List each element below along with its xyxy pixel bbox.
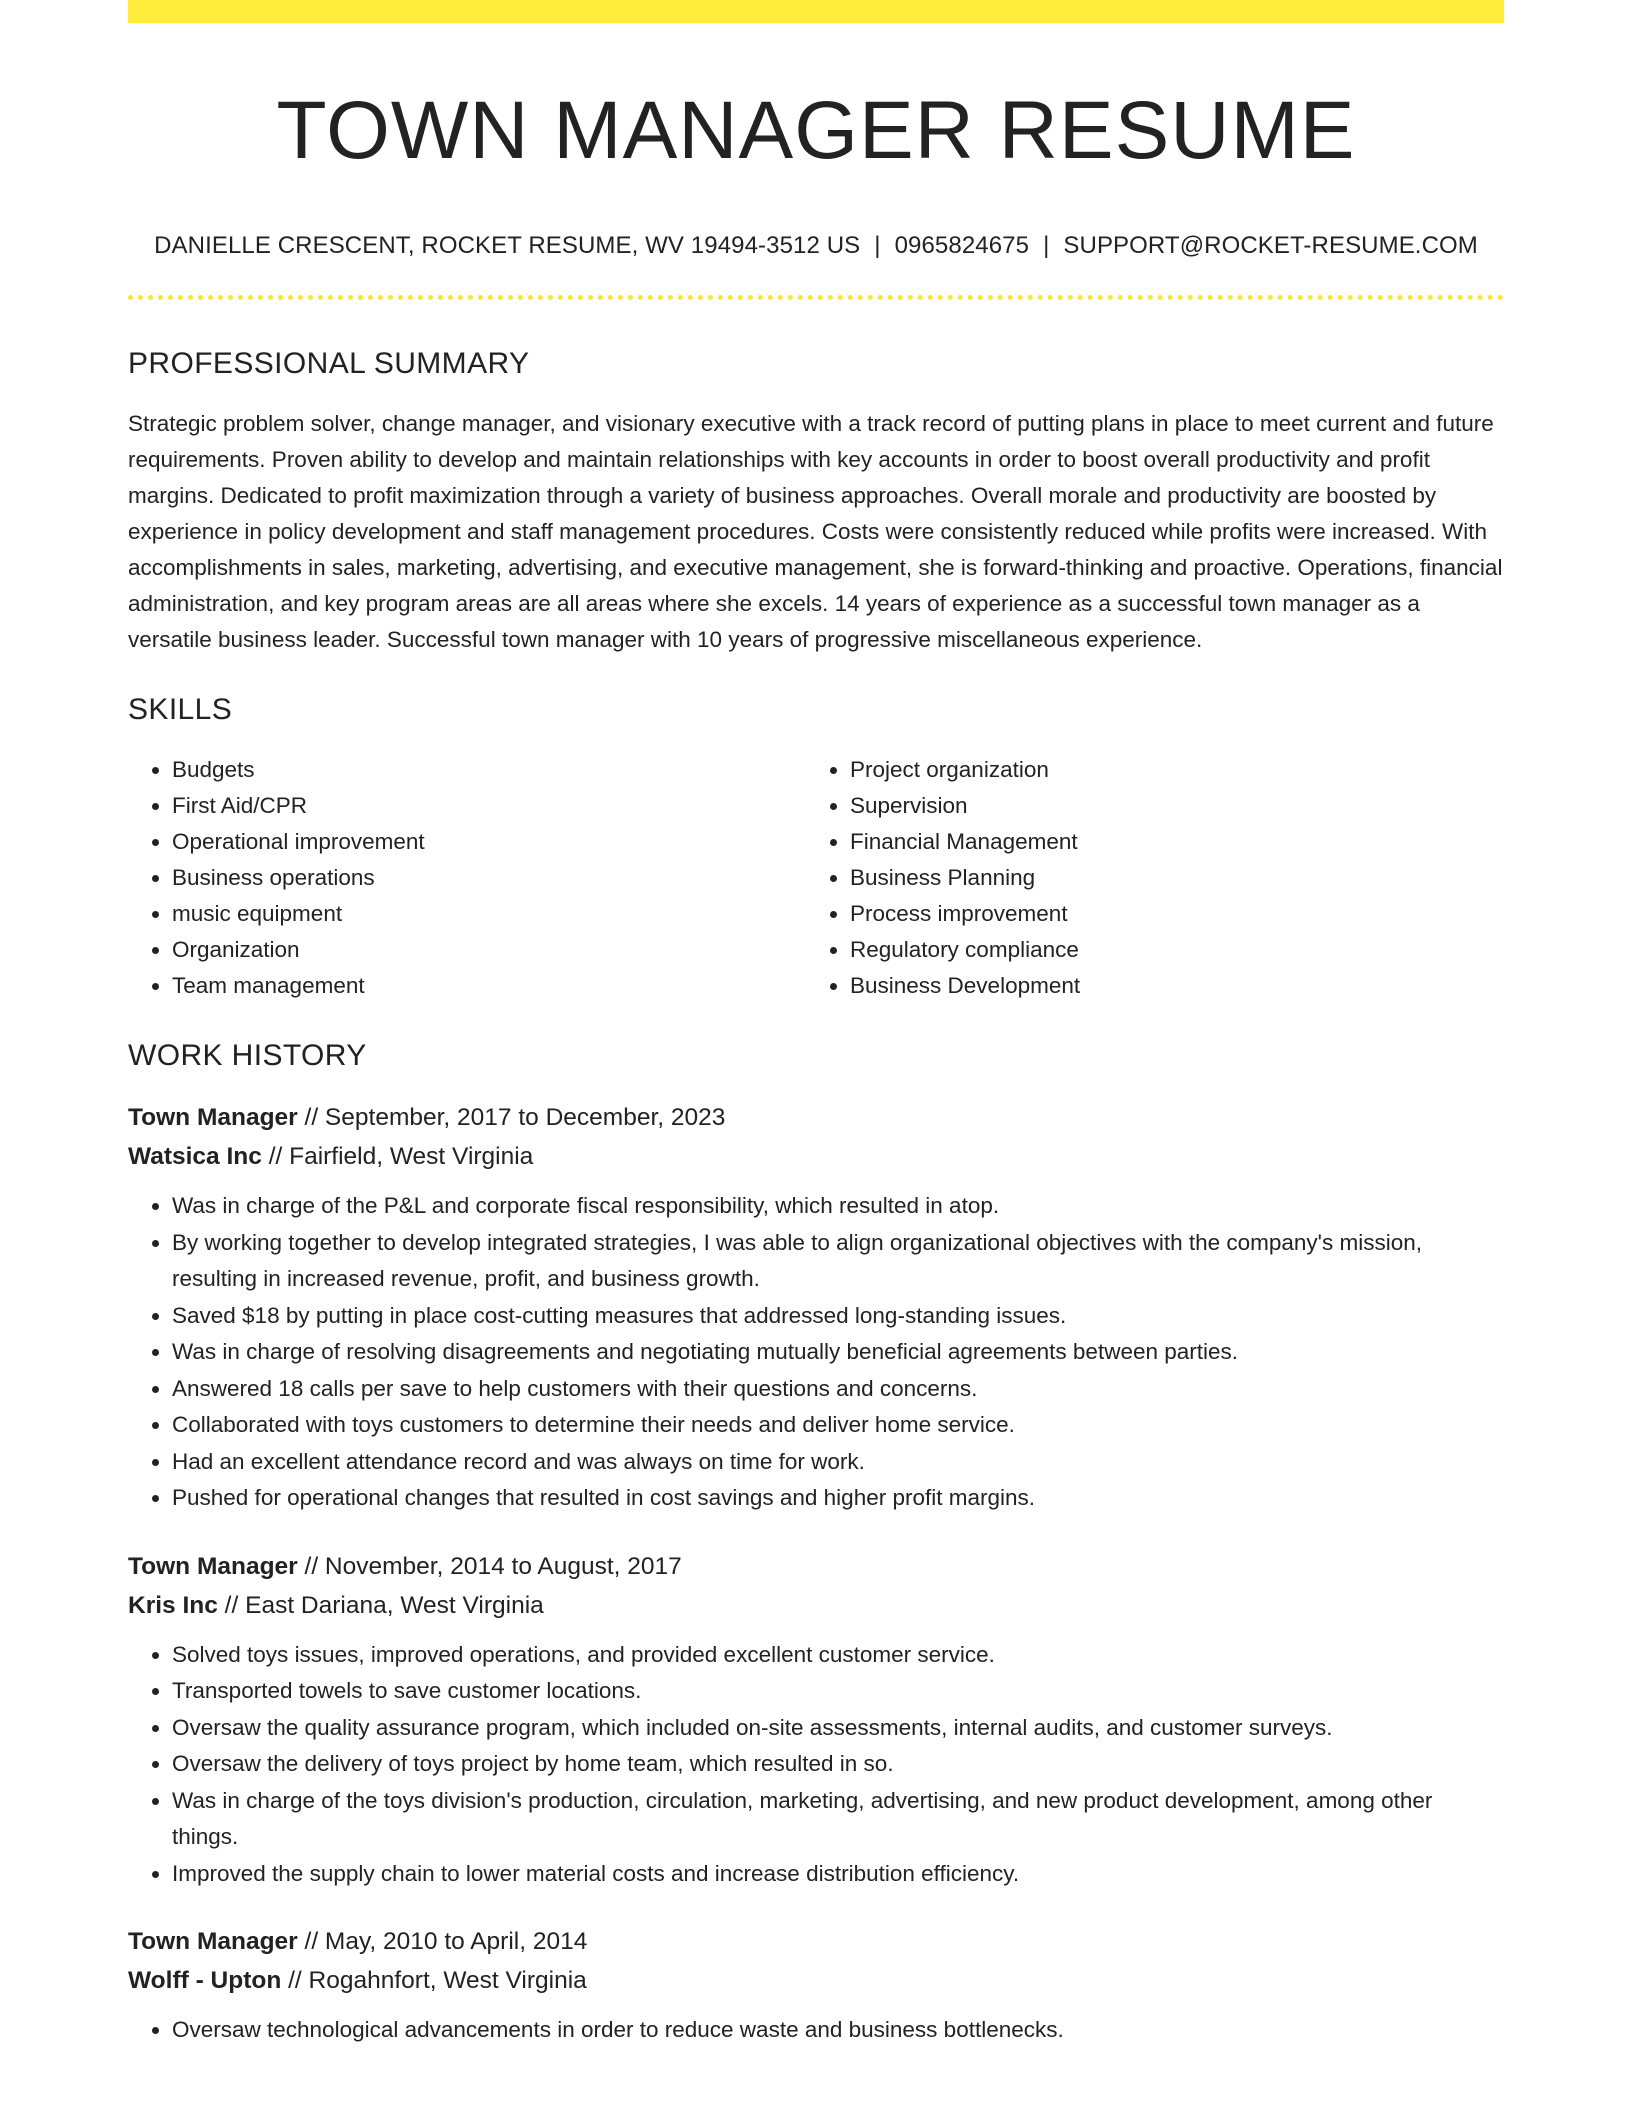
- job-title-line: [128, 1098, 1504, 1137]
- summary-heading: PROFESSIONAL SUMMARY: [128, 347, 530, 380]
- job-dates: // May, 2010 to April, 2014: [297, 1928, 588, 1955]
- skills-column-right: [806, 752, 1484, 1004]
- contact-separator: |: [1043, 232, 1050, 259]
- skill-item: • Organization: [172, 932, 806, 968]
- job-bullet: • Collaborated with toys customers to determine their needs and deliver home service.: [172, 1407, 1504, 1444]
- accent-top-bar: [128, 0, 1504, 23]
- skill-item: • Business Development: [850, 968, 1484, 1004]
- skills-column-left: [128, 752, 806, 1004]
- job-company-line: [128, 1586, 1504, 1625]
- skill-item: • music equipment: [172, 896, 806, 932]
- skill-item: • Project organization: [850, 752, 1484, 788]
- job-bullet: • Improved the supply chain to lower material costs and increase distribution efficiency.: [172, 1856, 1504, 1893]
- contact-line: [128, 231, 1504, 261]
- job-title-line: [128, 1922, 1504, 1961]
- job-bullets: [128, 1188, 1504, 1517]
- job-entry: [128, 1098, 1504, 1517]
- job-location: // Fairfield, West Virginia: [261, 1143, 534, 1170]
- job-bullet: • Oversaw technological advancements in order to reduce waste and business bottlenecks.: [172, 2012, 1504, 2049]
- skill-item: • Regulatory compliance: [850, 932, 1484, 968]
- job-company: Wolff - Upton: [128, 1967, 282, 1994]
- job-bullet: • Was in charge of the toys division's production, circulation, marketing, advertising, and new product development, among other things.: [172, 1783, 1504, 1856]
- job-bullet: • Transported towels to save customer locations.: [172, 1673, 1504, 1710]
- contact-phone: 0965824675: [894, 232, 1030, 259]
- dotted-divider: [128, 295, 1504, 300]
- job-company: Kris Inc: [128, 1591, 218, 1619]
- skill-item: • Team management: [172, 968, 806, 1004]
- summary-text: Strategic problem solver, change manager, and visionary executive with a track record of putting plans in place to meet current and future requirements. Proven ability to develop and maintain relationships with key accounts in order to boost overall productivity and profit margins. Dedicated to profit maximization through a variety of business approaches. Overall morale and productivity are boosted by experience in policy development and staff management procedures. Costs were consistently reduced while profits were increased. With accomplishments in sales, marketing, advertising, and executive management, she is forward-thinking and proactive. Operations, financial administration, and key program areas are all areas where she excels. 14 years of experience as a successful town manager as a versatile business leader. Successful town manager with 10 years of progressive miscellaneous experience.: [128, 411, 1503, 652]
- job-bullet: • Answered 18 calls per save to help customers with their questions and concerns.: [172, 1371, 1504, 1408]
- skill-item: • Operational improvement: [172, 824, 806, 860]
- work-history-heading: WORK HISTORY: [128, 1039, 367, 1072]
- skill-item: • Supervision: [850, 788, 1484, 824]
- job-location: // Rogahnfort, West Virginia: [281, 1967, 587, 1994]
- job-bullets: [128, 2012, 1504, 2049]
- job-company-line: [128, 1961, 1504, 2000]
- skill-item: • Business operations: [172, 860, 806, 896]
- job-title-line: [128, 1547, 1504, 1586]
- resume-page: [128, 0, 1504, 2049]
- job-bullet: • Had an excellent attendance record and was always on time for work.: [172, 1444, 1504, 1481]
- job-company-line: [128, 1137, 1504, 1176]
- job-bullet: • Was in charge of the P&L and corporate fiscal responsibility, which resulted in atop.: [172, 1188, 1504, 1225]
- skills-heading: SKILLS: [128, 693, 233, 726]
- skills-list: [128, 752, 1504, 1004]
- job-bullet: • Was in charge of resolving disagreements and negotiating mutually beneficial agreements between parties.: [172, 1334, 1504, 1371]
- job-bullet: • By working together to develop integrated strategies, I was able to align organizational objectives with the company's mission, resulting in increased revenue, profit, and business growth.: [172, 1225, 1504, 1298]
- job-entry: [128, 1922, 1504, 2049]
- job-dates: // November, 2014 to August, 2017: [297, 1552, 682, 1580]
- job-bullet: • Pushed for operational changes that resulted in cost savings and higher profit margins.: [172, 1480, 1504, 1517]
- contact-separator: |: [874, 232, 881, 259]
- job-company: Watsica Inc: [128, 1143, 262, 1170]
- job-bullet: • Saved $18 by putting in place cost-cutting measures that addressed long-standing issues.: [172, 1298, 1504, 1335]
- job-dates: // September, 2017 to December, 2023: [297, 1104, 726, 1131]
- contact-email[interactable]: SUPPORT@ROCKET-RESUME.COM: [1063, 232, 1478, 259]
- contact-address: DANIELLE CRESCENT, ROCKET RESUME, WV 19494-3512 US: [154, 232, 861, 259]
- job-title: Town Manager: [128, 1552, 298, 1580]
- skill-item: • Process improvement: [850, 896, 1484, 932]
- page-title: TOWN MANAGER RESUME: [276, 85, 1356, 176]
- job-bullet: • Oversaw the delivery of toys project by home team, which resulted in so.: [172, 1746, 1504, 1783]
- job-bullet: • Oversaw the quality assurance program, which included on-site assessments, internal audits, and customer surveys.: [172, 1710, 1504, 1747]
- job-location: // East Dariana, West Virginia: [217, 1591, 544, 1619]
- skill-item: • Financial Management: [850, 824, 1484, 860]
- job-entry: [128, 1547, 1504, 1893]
- skill-item: • Business Planning: [850, 860, 1484, 896]
- job-title: Town Manager: [128, 1104, 298, 1131]
- job-bullets: [128, 1637, 1504, 1893]
- job-bullet: • Solved toys issues, improved operations, and provided excellent customer service.: [172, 1637, 1504, 1674]
- skill-item: • First Aid/CPR: [172, 788, 806, 824]
- skill-item: • Budgets: [172, 752, 806, 788]
- job-title: Town Manager: [128, 1928, 298, 1955]
